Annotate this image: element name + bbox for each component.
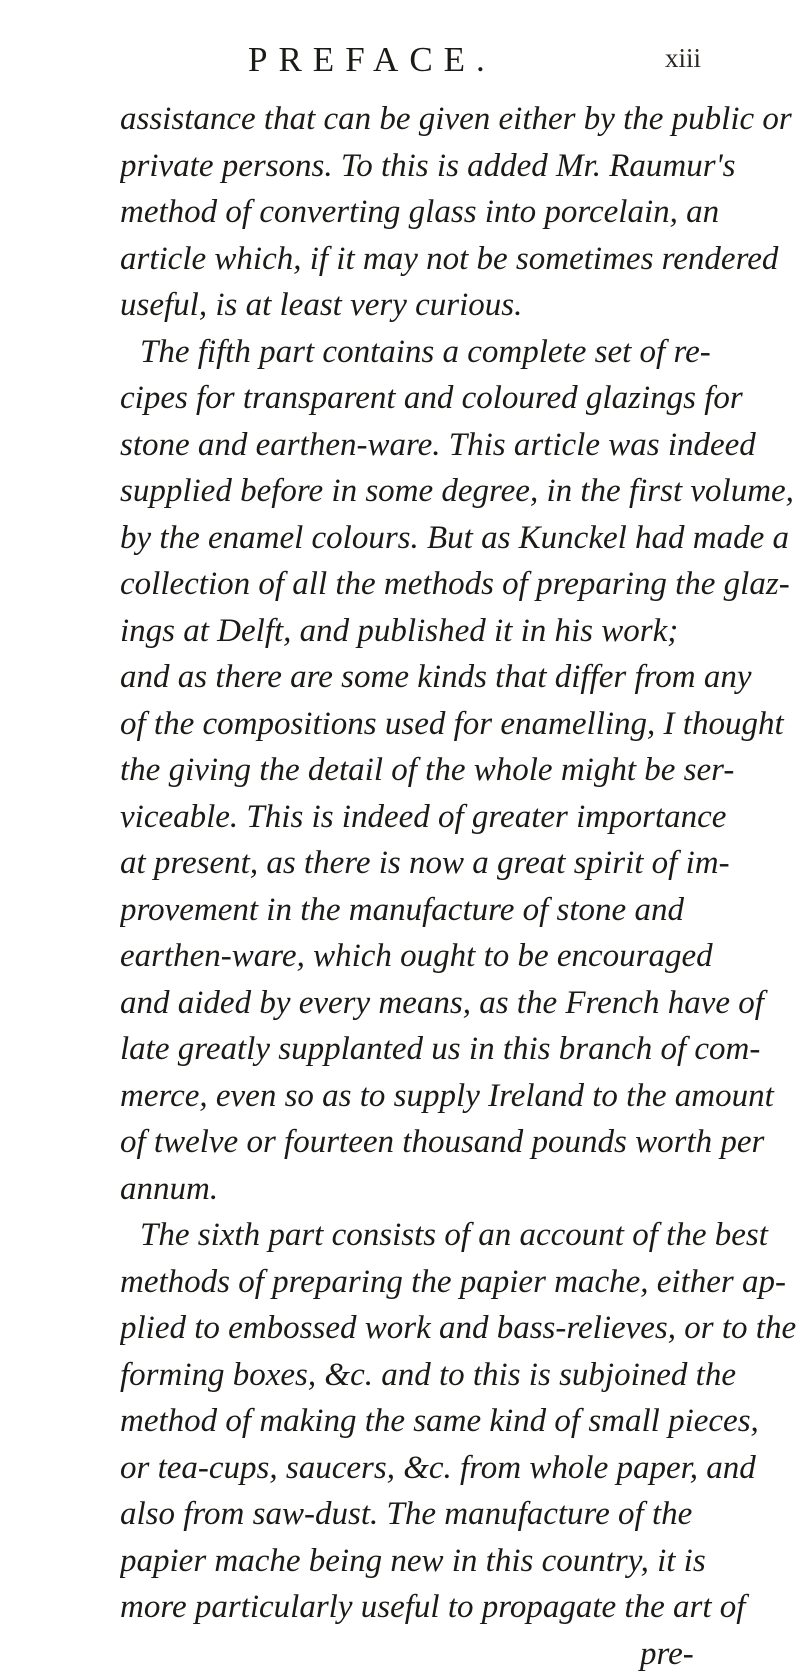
text-line: and aided by every means, as the French have of bbox=[120, 980, 800, 1027]
text-line: or tea-cups, saucers, &c. from whole paper, and bbox=[120, 1445, 800, 1492]
text-line: supplied before in some degree, in the first volume, bbox=[120, 468, 800, 515]
text-line: the giving the detail of the whole might be ser- bbox=[120, 747, 800, 794]
text-line: forming boxes, &c. and to this is subjoined the bbox=[120, 1352, 800, 1399]
text-line: ings at Delft, and published it in his work; bbox=[120, 608, 800, 655]
text-line: and as there are some kinds that differ from any bbox=[120, 654, 800, 701]
text-line: also from saw-dust. The manufacture of the bbox=[120, 1491, 800, 1538]
page-number: xiii bbox=[665, 43, 701, 74]
text-line: assistance that can be given either by the public or bbox=[120, 96, 800, 143]
text-line: useful, is at least very curious. bbox=[120, 282, 800, 329]
text-line: earthen-ware, which ought to be encouraged bbox=[120, 933, 800, 980]
text-line: collection of all the methods of preparing the glaz- bbox=[120, 561, 800, 608]
text-line: method of making the same kind of small pieces, bbox=[120, 1398, 800, 1445]
text-line: cipes for transparent and coloured glazings for bbox=[120, 375, 800, 422]
body-text bbox=[120, 96, 800, 1677]
text-line: methods of preparing the papier mache, either ap- bbox=[120, 1259, 800, 1306]
text-line: late greatly supplanted us in this branch of com- bbox=[120, 1026, 800, 1073]
text-line: private persons. To this is added Mr. Raumur's bbox=[120, 143, 800, 190]
text-line: papier mache being new in this country, it is bbox=[120, 1538, 800, 1585]
text-line: stone and earthen-ware. This article was indeed bbox=[120, 422, 800, 469]
text-line: plied to embossed work and bass-relieves, or to the bbox=[120, 1305, 800, 1352]
catchword: pre- bbox=[120, 1631, 800, 1677]
text-line: by the enamel colours. But as Kunckel had made a bbox=[120, 515, 800, 562]
running-title: PREFACE. bbox=[248, 40, 496, 80]
running-head bbox=[110, 40, 800, 90]
text-line: at present, as there is now a great spirit of im- bbox=[120, 840, 800, 887]
text-line: more particularly useful to propagate the art of bbox=[120, 1584, 800, 1631]
paragraph-start-line: The sixth part consists of an account of the best bbox=[120, 1212, 800, 1259]
text-line: method of converting glass into porcelain, an bbox=[120, 189, 800, 236]
text-line: of the compositions used for enamelling, I thought bbox=[120, 701, 800, 748]
paragraph-start-line: The fifth part contains a complete set of re- bbox=[120, 329, 800, 376]
text-line: viceable. This is indeed of greater importance bbox=[120, 794, 800, 841]
text-line: article which, if it may not be sometimes rendered bbox=[120, 236, 800, 283]
text-line: annum. bbox=[120, 1166, 800, 1213]
text-line: of twelve or fourteen thousand pounds worth per bbox=[120, 1119, 800, 1166]
text-line: provement in the manufacture of stone and bbox=[120, 887, 800, 934]
text-line: merce, even so as to supply Ireland to the amount bbox=[120, 1073, 800, 1120]
